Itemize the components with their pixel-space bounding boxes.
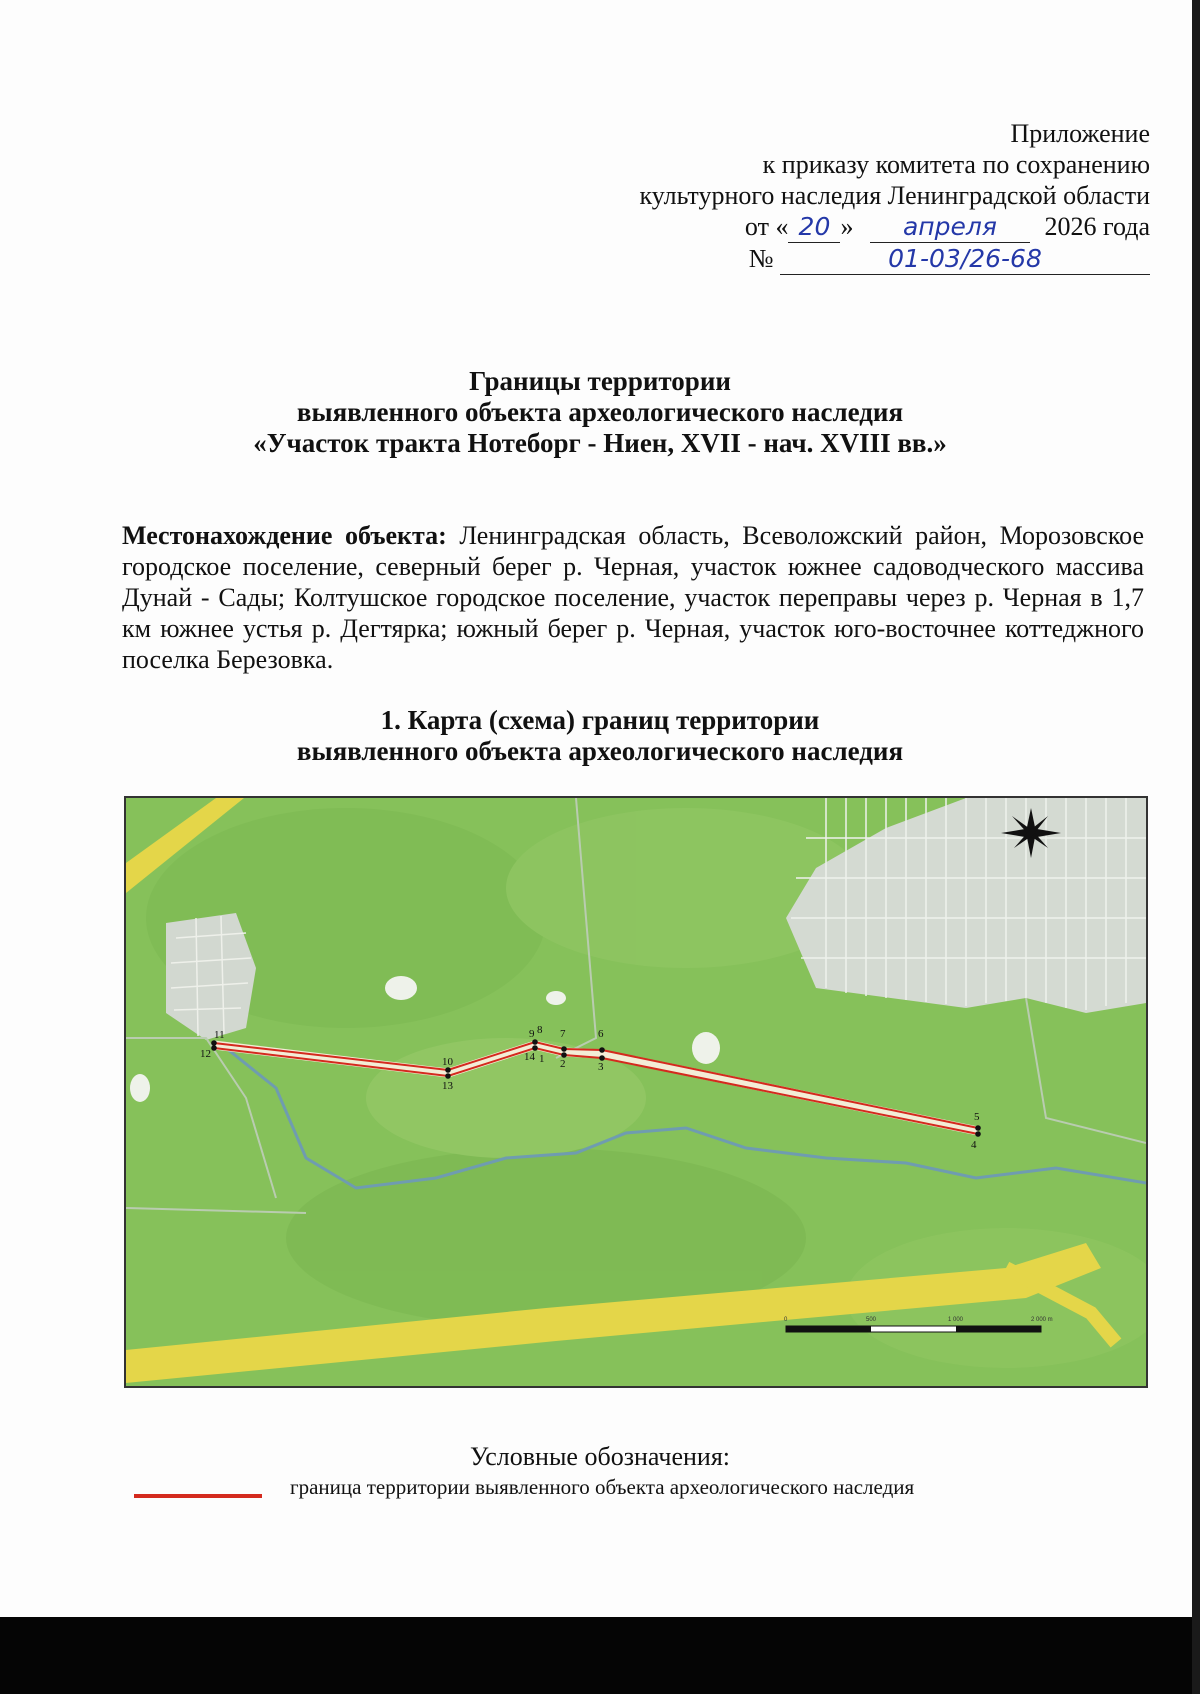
boundary-point <box>445 1073 451 1079</box>
section-line-2: выявленного объекта археологического наследия <box>296 736 904 766</box>
boundary-point <box>532 1039 538 1045</box>
boundary-point <box>211 1040 217 1046</box>
boundary-point <box>532 1045 538 1051</box>
scale-label: 1 000 <box>948 1317 964 1323</box>
committee-name: культурного наследия Ленинградской области <box>639 181 1150 210</box>
point-label: 12 <box>200 1048 211 1060</box>
scan-border-right <box>1192 0 1200 1694</box>
section-line-1: 1. Карта (схема) границ территории <box>380 705 820 735</box>
boundary-map <box>124 796 1148 1388</box>
boundary-point <box>599 1055 605 1061</box>
title-line-3: «Участок тракта Нотеборг - Ниен, XVII - нач. XVIII вв.» <box>253 428 947 458</box>
point-label: 5 <box>974 1111 980 1123</box>
legend-title: Условные обозначения: <box>469 1442 731 1471</box>
document-title <box>0 366 1200 459</box>
point-label: 4 <box>971 1139 977 1151</box>
order-reference: к приказу комитета по сохранению <box>762 150 1150 179</box>
point-label: 11 <box>214 1029 225 1041</box>
point-label: 8 <box>537 1024 543 1036</box>
section-title <box>0 705 1200 767</box>
date-prefix: от « <box>744 212 789 241</box>
point-label: 1 <box>539 1053 545 1065</box>
appendix-title: Приложение <box>1010 119 1150 148</box>
legend-boundary-swatch <box>134 1494 262 1498</box>
point-label: 2 <box>560 1058 566 1070</box>
boundary-point <box>211 1045 217 1051</box>
boundary-point <box>561 1052 567 1058</box>
boundary-point <box>445 1067 451 1073</box>
scale-label: 0 <box>784 1317 788 1323</box>
number-value: 01-03/26-68 <box>780 243 1150 275</box>
number-prefix: № <box>748 244 774 273</box>
title-line-1: Границы территории <box>469 366 731 396</box>
date-month: апреля <box>870 211 1030 243</box>
date-day: 20 <box>788 211 840 243</box>
boundary-point <box>599 1047 605 1053</box>
location-paragraph <box>122 520 1144 675</box>
boundary-point <box>975 1125 981 1131</box>
point-label: 9 <box>529 1028 535 1040</box>
scan-border-bottom <box>0 1617 1200 1694</box>
date-mid: » <box>840 212 854 241</box>
map-canvas <box>126 798 1146 1386</box>
point-label: 14 <box>524 1051 535 1063</box>
order-date <box>390 211 1150 243</box>
location-text: Ленинградская область, Всеволожский район, Морозовское городское поселение, северный берег р. Черная, участок южнее садоводческого массива Дунай - Сады; Колтушское городское поселение, участок переправы через р. Черная в 1,7 км южнее устья р. Дегтярка; южный берег р. Черная, участок юго-восточнее коттеджного поселка Березовка. <box>122 521 1144 674</box>
location-label: Местонахождение объекта: <box>122 521 447 550</box>
scale-label: 2 000 m <box>1031 1317 1053 1323</box>
point-label: 6 <box>598 1028 604 1040</box>
point-label: 7 <box>560 1028 566 1040</box>
order-number <box>390 243 1150 275</box>
settlement-west <box>166 913 256 1040</box>
legend-boundary-text: граница территории выявленного объекта археологического наследия <box>290 1475 915 1499</box>
boundary-point <box>561 1046 567 1052</box>
date-year: 2026 года <box>1044 212 1150 241</box>
point-label: 13 <box>442 1080 453 1092</box>
point-label: 10 <box>442 1056 453 1068</box>
point-label: 3 <box>598 1061 604 1073</box>
scale-label: 500 <box>866 1317 877 1323</box>
boundary-point <box>975 1131 981 1137</box>
appendix-header <box>390 118 1150 275</box>
title-line-2: выявленного объекта археологического наследия <box>296 397 904 427</box>
